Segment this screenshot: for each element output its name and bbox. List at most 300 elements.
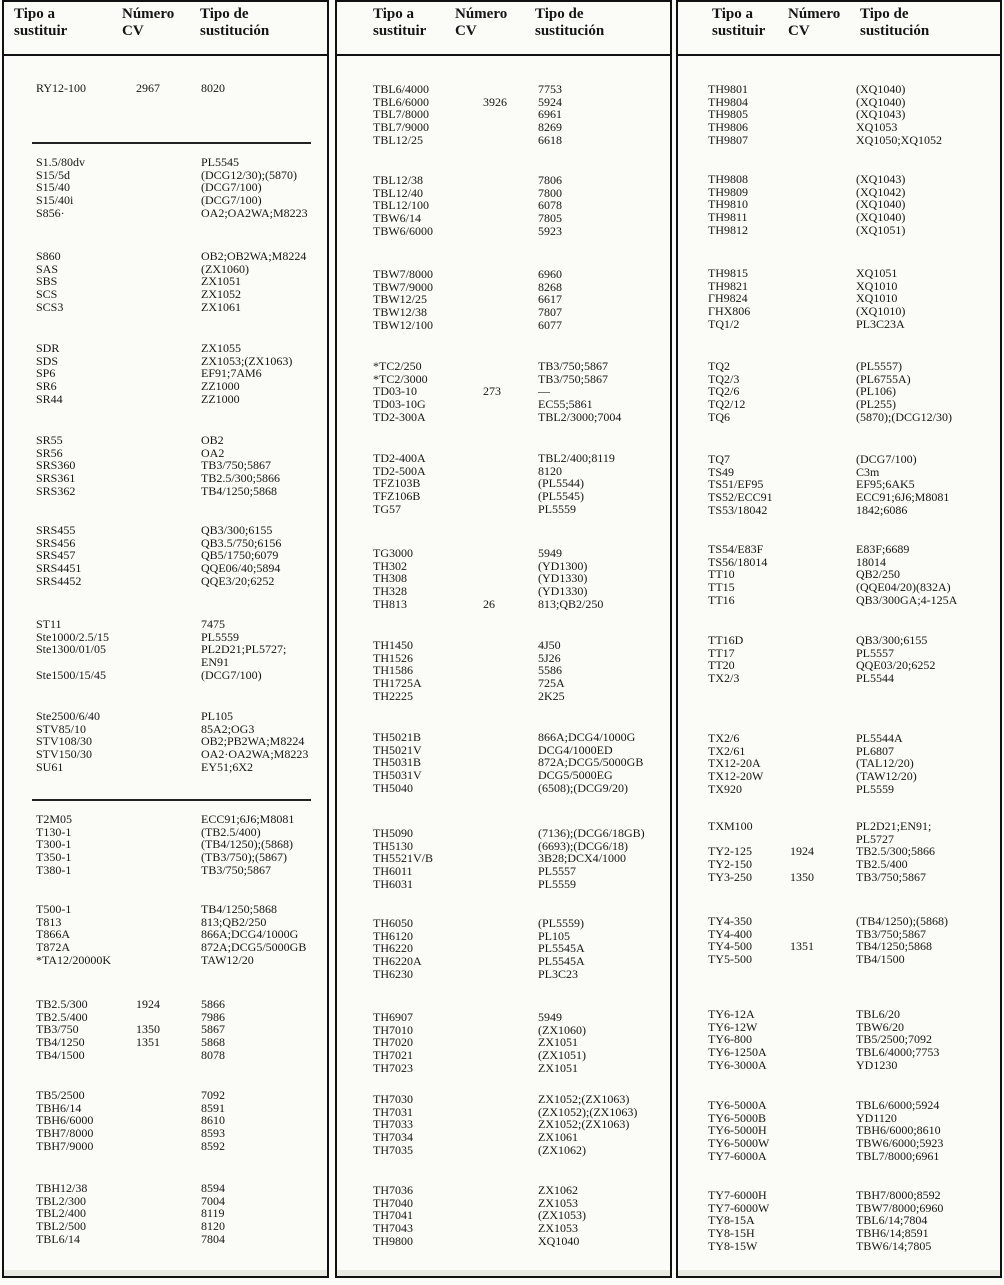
tipo-cell: TBL2/300 xyxy=(36,1193,86,1208)
row-group xyxy=(337,452,670,515)
tipo-cell: TY8-15W xyxy=(708,1238,758,1253)
sustitucion-cell: QQE06/40;5894 xyxy=(201,561,281,576)
sustitucion-cell: PL5559 xyxy=(538,876,577,891)
sustitucion-cell: (PL5557) xyxy=(856,359,902,373)
sustitucion-cell: QB3/300;6155 xyxy=(201,523,273,537)
table-row xyxy=(678,858,1000,871)
tipo-cell: TT15 xyxy=(708,580,735,595)
table-row xyxy=(678,871,1000,884)
tipo-cell: TX12-20A xyxy=(708,756,761,771)
sustitucion-cell: ZZ1000 xyxy=(201,379,240,394)
row-group xyxy=(4,250,327,313)
tipo-cell: SRS361 xyxy=(36,471,76,486)
tipo-cell: TY5-500 xyxy=(708,952,752,967)
sustitucion-cell: ZX1052 xyxy=(201,287,241,302)
sustitucion-cell: (DCG7/100) xyxy=(201,667,262,682)
row-group xyxy=(4,813,327,876)
row-group xyxy=(678,820,1000,883)
tipo-cell: TQ2/6 xyxy=(708,384,740,399)
sustitucion-cell: 7753 xyxy=(538,82,562,96)
tipo-cell: SRS4452 xyxy=(36,573,82,588)
tipo-cell: TS52/ECC91 xyxy=(708,490,773,505)
tipo-cell: TH9810 xyxy=(708,197,748,212)
header-tipo-a-sustituir xyxy=(712,6,765,40)
sustitucion-cell: 8120 xyxy=(201,1219,225,1234)
table-row xyxy=(337,865,670,878)
table-row xyxy=(678,360,1000,373)
sustitucion-cell: TBL7/8000;6961 xyxy=(856,1148,940,1163)
tipo-cell: TH6031 xyxy=(373,876,413,891)
sustitucion-cell: (DCG7/100) xyxy=(856,452,917,466)
header-tipo-de-sustitucion xyxy=(200,6,269,40)
sustitucion-cell: DCG4/1000ED xyxy=(538,742,613,757)
row-group xyxy=(4,618,327,681)
sustitucion-cell: 2K25 xyxy=(538,688,565,703)
tipo-cell: TBW7/9000 xyxy=(373,279,433,294)
table-row xyxy=(4,301,327,314)
table-row xyxy=(337,955,670,968)
table-row xyxy=(678,1240,1000,1253)
tipo-cell: TY8-15H xyxy=(708,1226,755,1241)
header-line: sustitución xyxy=(860,23,930,39)
sustitucion-cell: (XQ1043) xyxy=(856,172,906,186)
tipo-cell: TB5/2500 xyxy=(36,1088,85,1102)
table-row xyxy=(4,575,327,588)
header-line: Tipo a xyxy=(712,6,753,22)
table-row xyxy=(337,1062,670,1075)
table-row xyxy=(678,1137,1000,1150)
table-row xyxy=(337,411,670,424)
sustitucion-cell: 7806 xyxy=(538,173,562,187)
sustitucion-cell: PL2D21;PL5727; xyxy=(201,642,287,657)
sustitucion-cell: QB3.5/750;6156 xyxy=(201,535,282,550)
sustitucion-cell: 6617 xyxy=(538,292,562,307)
table-row xyxy=(678,820,1000,833)
table-row xyxy=(4,434,327,447)
table-row xyxy=(337,1049,670,1062)
tipo-cell: TH5031B xyxy=(373,755,421,770)
tipo-cell: T2M05 xyxy=(36,812,72,826)
tipo-cell: TG3000 xyxy=(373,546,413,560)
tipo-cell: TH7040 xyxy=(373,1195,413,1210)
table-row xyxy=(4,643,327,656)
row-group xyxy=(337,827,670,890)
sustitucion-cell: (DCG7/100) xyxy=(201,180,262,195)
tipo-cell: TH7023 xyxy=(373,1060,413,1075)
header-line: Número xyxy=(788,6,841,22)
tipo-cell: SDS xyxy=(36,353,59,368)
tipo-cell: ΓH9824 xyxy=(708,291,748,306)
sustitucion-cell: XQ1040 xyxy=(538,1233,580,1248)
tipo-cell: TH7036 xyxy=(373,1183,413,1197)
tipo-cell: TH9800 xyxy=(373,1233,413,1248)
sustitucion-cell: TB3/750;5867 xyxy=(201,458,272,473)
table-row xyxy=(678,672,1000,685)
sustitucion-cell: TBH6/6000;8610 xyxy=(856,1123,941,1138)
tipo-cell: TH308 xyxy=(373,571,407,586)
row-group xyxy=(678,634,1000,685)
sustitucion-cell: QB2/250 xyxy=(856,567,901,582)
sustitucion-cell: (XQ1040) xyxy=(856,94,906,109)
header-line: Tipo de xyxy=(860,6,909,22)
tipo-cell: TH1725A xyxy=(373,676,422,691)
table-row xyxy=(337,827,670,840)
table-row xyxy=(678,134,1000,147)
tipo-cell: TBW12/38 xyxy=(373,305,427,320)
sustitucion-cell: PL3C23A xyxy=(856,316,905,331)
sustitucion-cell: (TB3/750);(5867) xyxy=(201,850,287,865)
cv-cell: 1351 xyxy=(136,1035,160,1050)
tipo-cell: TBH7/9000 xyxy=(36,1138,94,1153)
tipo-cell: TH9806 xyxy=(708,120,748,135)
tipo-cell: STV85/10 xyxy=(36,721,87,736)
tipo-cell: TH5040 xyxy=(373,780,413,795)
sustitucion-cell: (TAL12/20) xyxy=(856,756,914,771)
table-row xyxy=(337,690,670,703)
tipo-cell: TT17 xyxy=(708,645,735,660)
tipo-cell: TQ1/2 xyxy=(708,316,740,331)
row-group xyxy=(678,1008,1000,1071)
sustitucion-cell: (DCG7/100) xyxy=(201,193,262,208)
table-row xyxy=(4,618,327,631)
sustitucion-cell: TBH7/8000;8592 xyxy=(856,1188,941,1202)
sustitucion-cell: 7804 xyxy=(201,1231,225,1246)
tipo-cell: TS56/18014 xyxy=(708,554,768,569)
row-group xyxy=(4,998,327,1061)
header-line: Tipo de xyxy=(200,6,249,22)
sustitucion-cell: 7807 xyxy=(538,305,562,320)
sustitucion-cell: OA2·OA2WA;M8223 xyxy=(201,747,309,762)
sustitucion-cell: 1842;6086 xyxy=(856,502,908,517)
sustitucion-cell: (YD1330) xyxy=(538,584,588,599)
cv-cell: 2967 xyxy=(136,81,160,95)
cv-cell: 273 xyxy=(483,384,501,399)
row-group xyxy=(678,1189,1000,1252)
section-divider xyxy=(32,799,311,801)
tipo-cell: TY4-400 xyxy=(708,926,752,941)
tipo-cell: TH5090 xyxy=(373,826,413,840)
tipo-cell: TT20 xyxy=(708,658,735,673)
sustitucion-cell: EC55;5861 xyxy=(538,397,593,412)
tipo-cell: TH6220A xyxy=(373,954,422,969)
sustitucion-cell: 5867 xyxy=(201,1022,225,1037)
table-row xyxy=(4,472,327,485)
table-row xyxy=(678,173,1000,186)
table-row xyxy=(678,411,1000,424)
tipo-cell: TB3/750 xyxy=(36,1022,79,1037)
row-group xyxy=(678,173,1000,236)
tipo-cell: TH7010 xyxy=(373,1022,413,1037)
table-row xyxy=(4,1127,327,1140)
tipo-cell: S15/40i xyxy=(36,193,74,208)
tipo-cell: S1.5/80dv xyxy=(36,155,86,169)
sustitucion-cell: 8594 xyxy=(201,1181,225,1195)
table-row xyxy=(4,813,327,826)
row-group xyxy=(678,267,1000,330)
tipo-cell: TBL7/9000 xyxy=(373,120,429,135)
tipo-cell: TH6050 xyxy=(373,916,413,930)
table-row xyxy=(337,968,670,981)
tipo-cell: TD2-400A xyxy=(373,451,426,465)
sustitucion-cell: TB2.5/400 xyxy=(856,857,908,872)
sustitucion-cell: ZX1053;(ZX1063) xyxy=(201,353,293,368)
sustitucion-cell: PL3C23 xyxy=(538,966,579,981)
table-row xyxy=(337,121,670,134)
tipo-cell: Ste1000/2.5/15 xyxy=(36,629,110,644)
table-row xyxy=(4,1140,327,1153)
tipo-cell: ΓHX806 xyxy=(708,304,751,319)
table-row xyxy=(4,998,327,1011)
header-line: Número xyxy=(455,6,508,22)
tipo-cell: TBL7/8000 xyxy=(373,107,429,122)
sustitucion-cell: TBW6/14;7805 xyxy=(856,1238,932,1253)
tipo-cell: SAS xyxy=(36,261,59,276)
sustitucion-cell: XQ1051 xyxy=(856,266,898,280)
sustitucion-cell: ZX1051 xyxy=(538,1035,578,1050)
header-line: sustituir xyxy=(712,23,766,39)
tipo-cell: S860 xyxy=(36,249,61,263)
table-row xyxy=(678,453,1000,466)
tipo-cell: TBL6/4000 xyxy=(373,82,429,96)
tipo-cell: TH7033 xyxy=(373,1117,413,1132)
table-row xyxy=(678,1059,1000,1072)
sustitucion-cell: 5868 xyxy=(201,1035,225,1050)
page-edge xyxy=(337,1270,670,1276)
sustitucion-cell: 5923 xyxy=(538,223,562,238)
tipo-cell: TQ2 xyxy=(708,359,730,373)
tipo-cell: TH1586 xyxy=(373,663,413,678)
sustitucion-cell: YD1120 xyxy=(856,1110,897,1125)
tipo-cell: TY7-6000H xyxy=(708,1188,767,1202)
tipo-cell: SP6 xyxy=(36,366,56,381)
sustitucion-cell: 5924 xyxy=(538,94,562,109)
table-row xyxy=(4,903,327,916)
sustitucion-cell: 866A;DCG4/1000G xyxy=(538,730,636,744)
tipo-cell: TY7-6000A xyxy=(708,1148,767,1163)
sustitucion-cell: (TB4/1250);(5868) xyxy=(201,837,293,852)
sustitucion-cell: 872A;DCG5/5000GB xyxy=(538,755,644,770)
sustitucion-cell: OB2 xyxy=(201,433,224,447)
sustitucion-cell: PL5559 xyxy=(201,629,240,644)
table-row xyxy=(4,207,327,220)
header-line: Tipo de xyxy=(535,6,584,22)
table-row xyxy=(337,547,670,560)
tipo-cell: TH7030 xyxy=(373,1092,413,1106)
cv-cell: 26 xyxy=(483,596,495,611)
tipo-cell: TY3-250 xyxy=(708,869,752,884)
table-row xyxy=(337,306,670,319)
tipo-cell: TH9804 xyxy=(708,94,748,109)
tipo-cell: TBW7/8000 xyxy=(373,267,433,281)
sustitucion-cell: 85A2;OG3 xyxy=(201,721,255,736)
tipo-cell: TH5021V xyxy=(373,742,422,757)
table-row xyxy=(337,769,670,782)
tipo-cell: TY6-1250A xyxy=(708,1045,767,1060)
table-row xyxy=(4,250,327,263)
tipo-cell: TBL6/14 xyxy=(36,1231,80,1246)
table-row xyxy=(678,1150,1000,1163)
sustitucion-cell: (ZX1052);(ZX1063) xyxy=(538,1104,638,1119)
sustitucion-cell: 7805 xyxy=(538,211,562,226)
sustitucion-cell: 6960 xyxy=(538,267,562,281)
sustitucion-cell: (ZX1060) xyxy=(538,1022,586,1037)
table-row xyxy=(4,562,327,575)
row-group xyxy=(337,174,670,237)
sustitucion-cell: OA2;OA2WA;M8223 xyxy=(201,205,308,220)
row-group xyxy=(337,83,670,146)
table-row xyxy=(337,1093,670,1106)
table-row xyxy=(678,783,1000,796)
sustitucion-cell: EF91;7AM6 xyxy=(201,366,262,381)
table-row xyxy=(337,1131,670,1144)
table-row xyxy=(678,732,1000,745)
tipo-cell: TH5021B xyxy=(373,730,421,744)
sustitucion-cell: (PL6755A) xyxy=(856,371,911,386)
tipo-cell: TH328 xyxy=(373,584,407,599)
tipo-cell: TD2-500A xyxy=(373,463,426,478)
tipo-cell: TFZ106B xyxy=(373,489,421,504)
sustitucion-cell: ZX1052;(ZX1063) xyxy=(538,1117,630,1132)
sustitucion-cell: PL5559 xyxy=(538,501,577,516)
sustitucion-cell: XQ1010 xyxy=(856,278,898,293)
row-group xyxy=(337,547,670,610)
tipo-cell: STV150/30 xyxy=(36,747,93,762)
tipo-cell: TH9808 xyxy=(708,172,748,186)
row-group xyxy=(337,1184,670,1247)
tipo-cell: T300-1 xyxy=(36,837,72,852)
table-row xyxy=(678,1008,1000,1021)
sustitucion-cell: 872A;DCG5/5000GB xyxy=(201,940,307,955)
tipo-cell: TBW6/6000 xyxy=(373,223,433,238)
sustitucion-cell: ECC91;6J6;M8081 xyxy=(201,812,295,826)
sustitucion-cell: (XQ1040) xyxy=(856,82,906,96)
tipo-cell: SR55 xyxy=(36,433,63,447)
tipo-cell: SCS3 xyxy=(36,299,64,314)
cv-cell: 1350 xyxy=(790,869,814,884)
tipo-cell: T872A xyxy=(36,940,70,955)
table-row xyxy=(4,1220,327,1233)
sustitucion-cell: 8120 xyxy=(538,463,562,478)
sustitucion-cell: XQ1010 xyxy=(856,291,898,306)
sustitucion-cell: TB5/2500;7092 xyxy=(856,1032,933,1047)
table-column-3 xyxy=(676,0,1002,1278)
header-line: CV xyxy=(122,23,144,39)
header-numero-cv xyxy=(455,6,507,40)
row-group xyxy=(4,82,327,95)
sustitucion-cell: 7986 xyxy=(201,1009,225,1024)
sustitucion-cell: ZX1053 xyxy=(538,1221,578,1236)
tipo-cell: TH5521V/B xyxy=(373,851,433,866)
sustitucion-cell: (DCG12/30);(5870) xyxy=(201,167,297,182)
cv-cell: 1924 xyxy=(136,997,160,1011)
sustitucion-cell: (6693);(DCG6/18) xyxy=(538,838,628,853)
table-row xyxy=(337,503,670,516)
tipo-cell: Ste2500/6/40 xyxy=(36,709,101,723)
tipo-cell: SRS455 xyxy=(36,523,76,537)
row-group xyxy=(678,543,1000,606)
table-row xyxy=(678,504,1000,517)
header-tipo-de-sustitucion xyxy=(860,6,929,40)
tipo-cell: T813 xyxy=(36,914,62,929)
tipo-cell: SRS362 xyxy=(36,483,76,498)
tipo-cell: TX2/6 xyxy=(708,731,740,745)
page-edge xyxy=(678,1270,1000,1276)
tipo-cell: SR44 xyxy=(36,391,63,406)
section-divider xyxy=(32,142,311,144)
tipo-cell: TB2.5/400 xyxy=(36,1009,88,1024)
header-line: Tipo a xyxy=(14,6,55,22)
tipo-cell: TY6-5000H xyxy=(708,1123,767,1138)
sustitucion-cell: TBH6/14;8591 xyxy=(856,1226,929,1241)
row-group xyxy=(337,917,670,980)
sustitucion-cell: PL5544A xyxy=(856,731,903,745)
sustitucion-cell: OA2 xyxy=(201,445,225,460)
tipo-cell: TQ6 xyxy=(708,409,730,424)
row-group xyxy=(337,268,670,331)
table-row xyxy=(337,677,670,690)
sustitucion-cell: E83F;6689 xyxy=(856,542,910,556)
table-row xyxy=(4,656,327,669)
row-group xyxy=(678,732,1000,795)
tipo-cell: TH6907 xyxy=(373,1010,413,1024)
sustitucion-cell: TBW6/20 xyxy=(856,1019,904,1034)
column-header xyxy=(678,2,1000,56)
sustitucion-cell: — xyxy=(538,384,550,399)
tipo-cell: TBL12/40 xyxy=(373,185,423,200)
table-row xyxy=(4,393,327,406)
table-row xyxy=(678,398,1000,411)
table-row xyxy=(337,398,670,411)
tipo-cell: SRS4451 xyxy=(36,561,82,576)
table-row xyxy=(678,634,1000,647)
table-row xyxy=(337,268,670,281)
row-group xyxy=(678,1099,1000,1162)
row-group xyxy=(678,915,1000,966)
tipo-cell: TX2/61 xyxy=(708,743,746,758)
table-row xyxy=(4,710,327,723)
sustitucion-cell: OB2;OB2WA;M8224 xyxy=(201,249,307,263)
row-group xyxy=(678,360,1000,423)
table-row xyxy=(337,598,670,611)
table-row xyxy=(4,954,327,967)
tipo-cell: TBH12/38 xyxy=(36,1181,88,1195)
tipo-cell: TH6220 xyxy=(373,941,413,956)
tipo-cell: TG57 xyxy=(373,501,401,516)
table-row xyxy=(678,121,1000,134)
sustitucion-cell: 7800 xyxy=(538,185,562,200)
sustitucion-cell: (ZX1060) xyxy=(201,261,249,276)
sustitucion-cell: 813;QB2/250 xyxy=(538,596,604,611)
tipo-cell: TY6-12W xyxy=(708,1019,758,1034)
tipo-cell: TH6120 xyxy=(373,928,413,943)
header-line: sustitución xyxy=(535,23,605,39)
sustitucion-cell: QB3/300GA;4-125A xyxy=(856,592,958,607)
sustitucion-cell: C3m xyxy=(856,464,880,479)
sustitucion-cell: (XQ1010) xyxy=(856,304,906,319)
sustitucion-cell: QB5/1750;6079 xyxy=(201,548,279,563)
sustitucion-cell: (XQ1040) xyxy=(856,197,906,212)
row-group xyxy=(4,1182,327,1245)
tipo-cell: TY4-350 xyxy=(708,914,752,928)
sustitucion-cell: TB3/750;5867 xyxy=(538,359,609,373)
tipo-cell: TQ7 xyxy=(708,452,730,466)
tipo-cell: TH813 xyxy=(373,596,407,611)
table-row xyxy=(337,878,670,891)
sustitucion-cell: 8078 xyxy=(201,1047,225,1062)
sustitucion-cell: XQ1050;XQ1052 xyxy=(856,132,942,147)
tipo-cell: TY8-15A xyxy=(708,1213,755,1228)
tipo-cell: TT10 xyxy=(708,567,735,582)
